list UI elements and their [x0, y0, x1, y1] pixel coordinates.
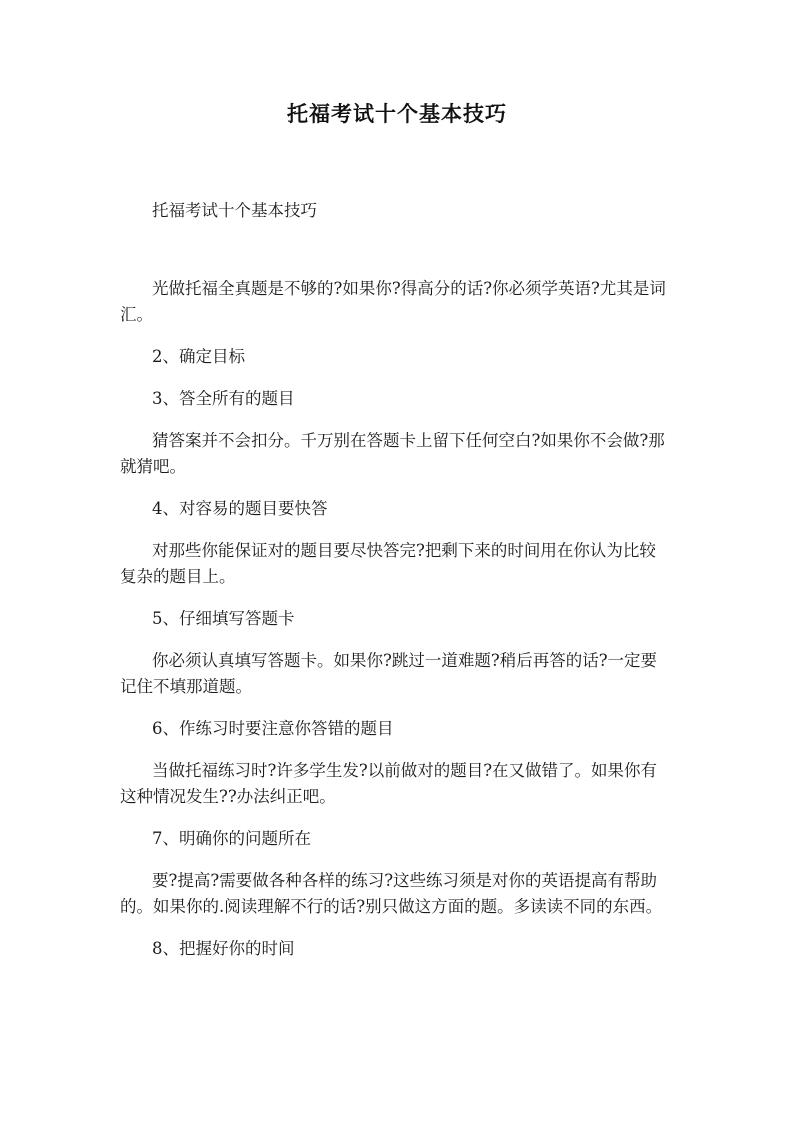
section-heading: 6、作练习时要注意你答错的题目 [152, 719, 394, 738]
document-body [120, 198, 670, 978]
document-title: 托福考试十个基本技巧 [287, 102, 507, 126]
section-paragraph: 要?提高?需要做各种各样的练习?这些练习须是对你的英语提高有帮助的。如果你的.阅读理解不行的话?别只做这方面的题。多读读不同的东西。 [120, 871, 663, 916]
section-heading: 3、答全所有的题目 [152, 389, 295, 408]
document-subtitle: 托福考试十个基本技巧 [152, 201, 317, 220]
intro-paragraph: 光做托福全真题是不够的?如果你?得高分的话?你必须学英语?尤其是词汇。 [120, 279, 666, 324]
section-heading: 2、确定目标 [152, 347, 245, 366]
section-paragraph: 当做托福练习时?许多学生发?以前做对的题目?在又做错了。如果你有这种情况发生??办法纠正吧。 [120, 761, 658, 806]
section-heading: 4、对容易的题目要快答 [152, 499, 328, 518]
section-heading: 7、明确你的问题所在 [152, 829, 311, 848]
section-paragraph: 你必须认真填写答题卡。如果你?跳过一道难题?稍后再答的话?一定要记住不填那道题。 [120, 651, 658, 696]
section-paragraph: 猜答案并不会扣分。千万别在答题卡上留下任何空白?如果你不会做?那就猜吧。 [120, 431, 665, 476]
section-heading: 8、把握好你的时间 [152, 939, 295, 958]
section-heading: 5、仔细填写答题卡 [152, 609, 295, 628]
section-paragraph: 对那些你能保证对的题目要尽快答完?把剩下来的时间用在你认为比较复杂的题目上。 [120, 541, 656, 586]
